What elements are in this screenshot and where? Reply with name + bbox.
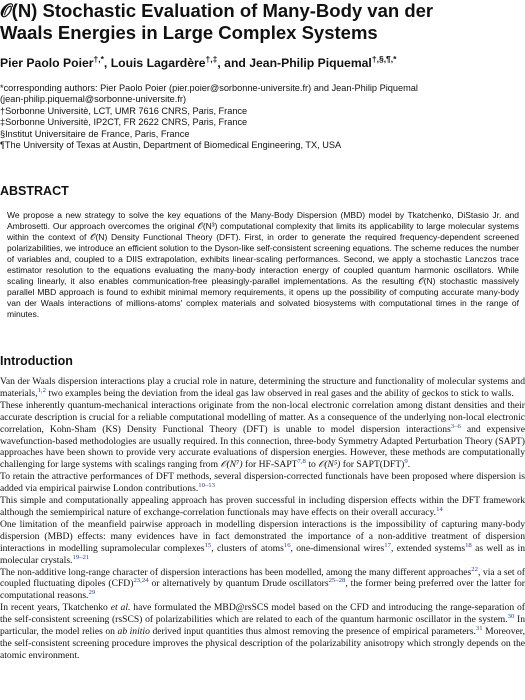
body-text: One limitation of the meanfield pairwise approach in modelling dispersion interactions is the impossibility of capturing many-body dispersion (MBD) effects: many evidences have in fact demonstrated the importance of a non-additive treatment of dispersion interactions in modelling supramolecular complexes (0, 518, 525, 554)
paragraph (0, 376, 525, 400)
paragraph (0, 400, 525, 471)
body-text: and expensive wavefunction-based methodologies are usually required. In this connection, three-body Symmetry Adapted Perturbation Theory (SAPT) approaches have been shown to provide very accurate evaluations of dispersion energies. However, these methods are computationally challenging for large systems with scalings ranging from (0, 423, 525, 471)
introduction-heading: Introduction (0, 354, 73, 368)
author-separator: , and (217, 56, 250, 70)
complexity-expression: 𝒪(N⁷) (220, 459, 243, 471)
body-text: derived input quantities thus almost removing the presence of empirical parameters. (149, 626, 476, 638)
body-text: two examples being the deviation from the ideal gas law observed in real gases and the ability of geckos to stick to walls. (45, 387, 514, 399)
paragraph (0, 519, 525, 567)
body-text: as well as in molecular crystals. (0, 542, 525, 566)
citation-link[interactable]: 14 (436, 505, 443, 513)
body-text: Van der Waals dispersion interactions play a crucial role in nature, determining the structure and functionality of molecular systems and materials, (0, 376, 525, 399)
abstract-text: We propose a new strategy to solve the key equations of the Many-Body Dispersion (MBD) model by Tkatchenko, DiStasio Jr. and Ambrosetti. Our approach overcomes the original 𝒪(N³) computational complexity that limits its applicability to large molecular systems within the context of 𝒪(N) Density Functional Theory (DFT). First, in order to generate the required frequency-dependent screened polarizabilities, we introduce an efficient solution to the Dyson-like self-consistent screening equations. The scheme reduces the number of variables and, coupled to a DIIS extrapolation, exhibits linear-scaling performances. Second, we apply a stochastic Lanczos trace estimator resolution to the equations evaluating the many-body interaction energy of coupled quantum harmonic oscillators. While scaling linearly, it also enables communication-free pleasingly-parallel implementations. As the resulting 𝒪(N) stochastic massively parallel MBD approach is found to exhibit minimal memory requirements, it opens up the possibility of computing accurate many-body van der Waals interactions of millions-atoms' complex materials and solvated biosystems with computational times in the range of minutes. (7, 210, 519, 319)
citation-link[interactable]: 15 (204, 541, 212, 549)
affiliations (0, 83, 525, 151)
body-text: to (305, 459, 319, 471)
citation-link[interactable]: 9 (404, 458, 408, 466)
body-text: , clusters of atoms (211, 542, 284, 554)
emphasis-text: ab initio (117, 626, 150, 638)
emphasis-text: et al. (110, 602, 131, 614)
body-text: In recent years, Tkatchenko (0, 602, 111, 614)
citation-link[interactable]: 29 (88, 589, 96, 597)
author-marks: †,* (93, 53, 104, 64)
author-name: Louis Lagardère (110, 56, 206, 70)
abstract-heading: ABSTRACT (0, 184, 69, 198)
introduction-body (0, 376, 525, 662)
author-name: Pier Paolo Poier (0, 56, 94, 70)
body-text: These inherently quantum-mechanical interactions originate from the non-local electronic correlation among distant densities and their accurate description is crucial for a reliable computational modelling of matter. As a consequence of the underlying non-local electronic correlation, Kohn-Sham (KS) Density Functional Theory (DFT) is unable to model dispersion interactions (0, 399, 525, 435)
paper-title (0, 0, 525, 44)
complexity-expression: 𝒪(N⁵) (318, 459, 341, 471)
paragraph (0, 495, 525, 519)
paragraph (0, 471, 525, 495)
corresponding-email: (jean-philip.piquemal@sorbonne-universite.fr) (0, 94, 187, 105)
body-text: This simple and computationally appealing approach has proven successful in including dispersion effects within the DFT framework although the semiempirical nature of exchange-correlation functionals may have effects on their overall accuracy. (0, 495, 525, 518)
citation-link[interactable]: 17 (384, 541, 392, 549)
author-list (0, 53, 525, 71)
corresponding-authors: *corresponding authors: Pier Paolo Poier (pier.poier@sorbonne-universite.fr) and Jean-Philip Piquemal (0, 83, 418, 93)
body-text: . (407, 459, 411, 471)
paragraph (0, 567, 525, 603)
body-text: , extended systems (391, 542, 466, 554)
citation-link[interactable]: 3–6 (450, 422, 461, 430)
citation-link[interactable]: 16 (283, 541, 291, 549)
body-text: for SAPT(DFT) (340, 459, 405, 471)
author-separator: , (103, 56, 111, 70)
paragraph (0, 602, 525, 662)
citation-link[interactable]: 30 (507, 612, 515, 620)
body-text: Moreover, the self-consistent screening procedure improves the physical description of the polarizability anisotropy which strongly depends on the atomic environment. (0, 626, 525, 661)
citation-link[interactable]: 23,24 (133, 577, 149, 585)
author-marks: †,§,¶,* (371, 53, 397, 64)
title-line-2: Waals Energies in Large Complex Systems (0, 22, 378, 43)
body-text: or alternatively by quantum Drude oscillators (148, 578, 329, 590)
citation-link[interactable]: 7,8 (297, 458, 306, 466)
affiliation-item: †Sorbonne Universitè, LCT, UMR 7616 CNRS, Paris, France (0, 105, 248, 116)
citation-link[interactable]: 25–28 (328, 577, 346, 585)
body-text: , the former being preferred over the latter for computational reasons. (0, 578, 525, 602)
citation-link[interactable]: 18 (465, 541, 472, 549)
body-text: , via a set of coupled fluctuating dipoles (CFD) (0, 566, 525, 590)
citation-link[interactable]: 10–13 (198, 481, 216, 489)
body-text: for HF-SAPT (242, 459, 298, 471)
citation-link[interactable]: 22 (471, 565, 479, 573)
affiliation-item: ‡Sorbonne Universitè, IP2CT, FR 2622 CNRS, Paris, France (0, 117, 248, 128)
citation-link[interactable]: 1,2 (37, 386, 46, 394)
body-text: have formulated the MBD@rsSCS model based on the CFD and introducing the range-separation of the self-consistent screening (rsSCS) of polarizabilities which are related to each of the quantum harmonic oscillator in the system. (0, 602, 525, 626)
body-text: , one-dimensional wires (290, 542, 385, 554)
body-text: In particular, the model relies on (0, 614, 525, 638)
title-line-1: 𝒪(N) Stochastic Evaluation of Many-Body van der (0, 0, 434, 21)
author-marks: †,‡ (205, 53, 218, 64)
affiliation-item: §Institut Universitaire de France, Paris, France (0, 128, 190, 139)
citation-link[interactable]: 19–21 (72, 553, 90, 561)
body-text: The non-additive long-range character of dispersion interactions has been modelled, among the many different approaches (0, 566, 472, 578)
body-text: To retain the attractive performances of DFT methods, several dispersion-corrected functionals have been proposed where dispersion is added via empirical pairwise London contributions. (0, 471, 525, 495)
author-name: Jean-Philip Piquemal (249, 56, 372, 70)
affiliation-item: ¶The University of Texas at Austin, Department of Biomedical Engineering, TX, USA (0, 140, 342, 151)
citation-link[interactable]: 31 (475, 624, 483, 632)
